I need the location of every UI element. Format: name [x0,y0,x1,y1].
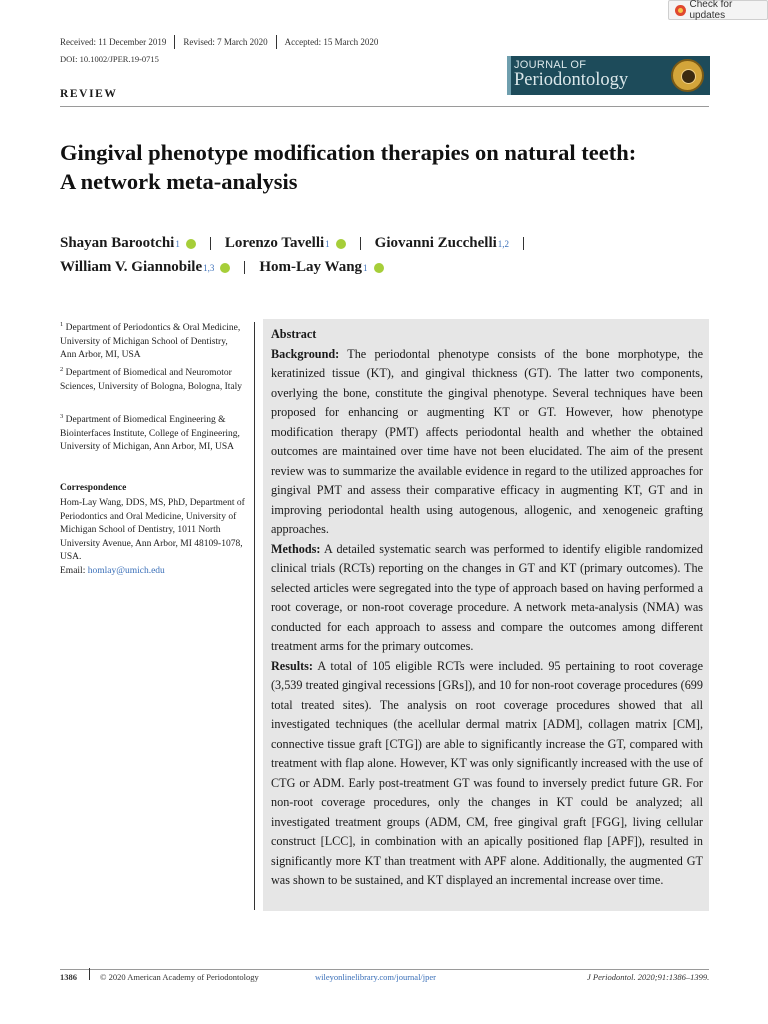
article-title [60,138,720,196]
results-text: A total of 105 eligible RCTs were included. 95 pertaining to root coverage (3,539 treated gingival recessions [GRs]), and 10 for non-root coverage procedures (699 total treated sites). The analysis on root coverage procedures showed that all investigated techniques (the acellular dermal matrix [ADM], collagen matrix [CM], connective tissue graft [CTG]) are able to significantly increase the GT, compared with treatment with flap alone. However, KT was only significantly increased with the use of CTG or ADM. Early post-treatment GT was found to inversely predict future GR. For non-root coverage procedures, only the changes in KT could be analyzed; all investigated treatment groups (ADM, CM, free gingival graft [FGG], living cellular construct [LCC], in combination with an apically positioned flap [APF]), resulted in significantly more KT than treatment with APF alone. Additionally, the augmented GT was shown to be sustained, and KT displayed an incremental increase over time. [271,658,704,887]
divider [276,35,277,49]
divider [174,35,175,49]
author-name[interactable]: Hom-Lay Wang [259,259,363,275]
aap-seal-icon [671,59,704,92]
abstract-heading: Abstract [271,327,317,341]
author-name[interactable]: William V. Giannobile [60,259,203,275]
methods-text: A detailed systematic search was performed to identify eligible randomized clinical trials (RCTs) reporting on the changes in GT and KT (primary outcomes). The selected articles were segregated into the type of approach based on having performed a root coverage, or non-root coverage procedure. A network meta-analysis (NMA) was conducted for each approach to assess and compare the outcomes among different treatment arms for the primary outcomes. [271,541,703,653]
abstract-background [271,345,703,540]
affiliation-number: 2 [60,366,64,373]
doi: DOI: 10.1002/JPER.19-0715 [60,54,159,64]
journal-logo [507,56,710,95]
page-number: 1386 [60,972,77,982]
results-label: Results: [271,658,313,673]
author-affiliation-number: 1 [325,238,330,249]
author-divider [523,237,524,250]
affiliation-text: Department of Periodontics & Oral Medicine, University of Michigan School of Dentistry, Ann Arbor, MI, USA [60,323,241,361]
citation: J Periodontol. 2020;91:1386–1399. [587,972,710,982]
author-name[interactable]: Giovanni Zucchelli [374,235,497,251]
background-label: Background: [271,346,340,361]
column-divider [254,322,255,910]
logo-accent-bar [507,56,511,95]
title-line-1: Gingival phenotype modification therapies on natural teeth: [60,140,637,165]
section-label: REVIEW [60,88,118,100]
author-list-line-2 [60,259,384,276]
author-affiliation-number: 1 [175,238,180,249]
footer-divider [89,968,90,980]
author-name[interactable]: Shayan Barootchi [60,235,175,251]
author-affiliation-number: 1,2 [497,238,510,249]
header-rule [60,106,709,107]
received-date: Received: 11 December 2019 [60,37,167,47]
check-for-updates-button[interactable] [668,0,768,20]
methods-label: Methods: [271,541,321,556]
abstract-text [271,325,703,891]
affiliation-number: 3 [60,413,64,420]
journal-url-link[interactable]: wileyonlinelibrary.com/journal/jper [315,972,437,982]
author-divider [244,261,245,274]
author-list-line-1 [60,235,538,252]
email-link[interactable]: homlay@umich.edu [87,565,165,576]
affiliation-text: Department of Biomedical and Neuromotor Sciences, University of Bologna, Bologna, Italy [60,368,243,392]
correspondence-details [60,497,250,578]
background-text: The periodontal phenotype consists of the bone morphotype, the keratinized tissue (KT), and gingival thickness (GT). The latter two components, overlying the bone, constitute the gingival phenotype. Several techniques have been proposed for enhancing or augmenting KT or GT. However, how phenotype modification therapy (PMT) affects periodontal health and whether the obtained outcomes are maintained over time have not been elucidated. The aim of the present review was to summarize the available evidence in regard to the utilized approaches for gingival PMT and assess their comparative efficacy in augmenting KT, GT and in improving periodontal health using autogenous, allogenic, and xenogeneic grafting approaches. [271,346,703,536]
accepted-date: Accepted: 15 March 2020 [284,37,379,47]
affiliation-1 [60,318,245,363]
orcid-icon[interactable] [336,239,346,249]
title-line-2: A network meta-analysis [60,169,298,194]
orcid-icon[interactable] [374,263,384,273]
check-for-updates-label: Check for updates [689,0,733,21]
article-dates [60,35,378,49]
logo-journal-name: Periodontology [514,70,629,90]
orcid-icon[interactable] [220,263,230,273]
footer-rule [60,969,709,970]
crossmark-icon [675,5,686,16]
revised-date: Revised: 7 March 2020 [183,37,268,47]
affiliation-number: 1 [60,321,64,328]
affiliation-text: Department of Biomedical Engineering & Biointerfaces Institute, College of Engineering, University of Michigan, Ann Arbor, MI, USA [60,415,240,453]
author-divider [210,237,211,250]
orcid-icon[interactable] [186,239,196,249]
author-affiliation-number: 1 [363,262,368,273]
author-name[interactable]: Lorenzo Tavelli [224,235,325,251]
author-affiliation-number: 1,3 [203,262,215,273]
email-label: Email: [60,565,86,576]
logo-journal-of: JOURNAL OF [514,59,587,71]
affiliation-3 [60,410,245,455]
author-divider [360,237,361,250]
copyright: © 2020 American Academy of Periodontology [100,972,259,982]
abstract-results [271,657,703,891]
correspondence-heading: Correspondence [60,483,127,493]
correspondence-address: Hom-Lay Wang, DDS, MS, PhD, Department of Periodontics and Oral Medicine, University of Michigan School of Dentistry, 1011 North University Avenue, Ann Arbor, MI 48109-1078, USA. [60,498,245,562]
abstract-methods [271,540,703,657]
affiliation-2 [60,363,245,394]
abstract-box [263,319,709,911]
